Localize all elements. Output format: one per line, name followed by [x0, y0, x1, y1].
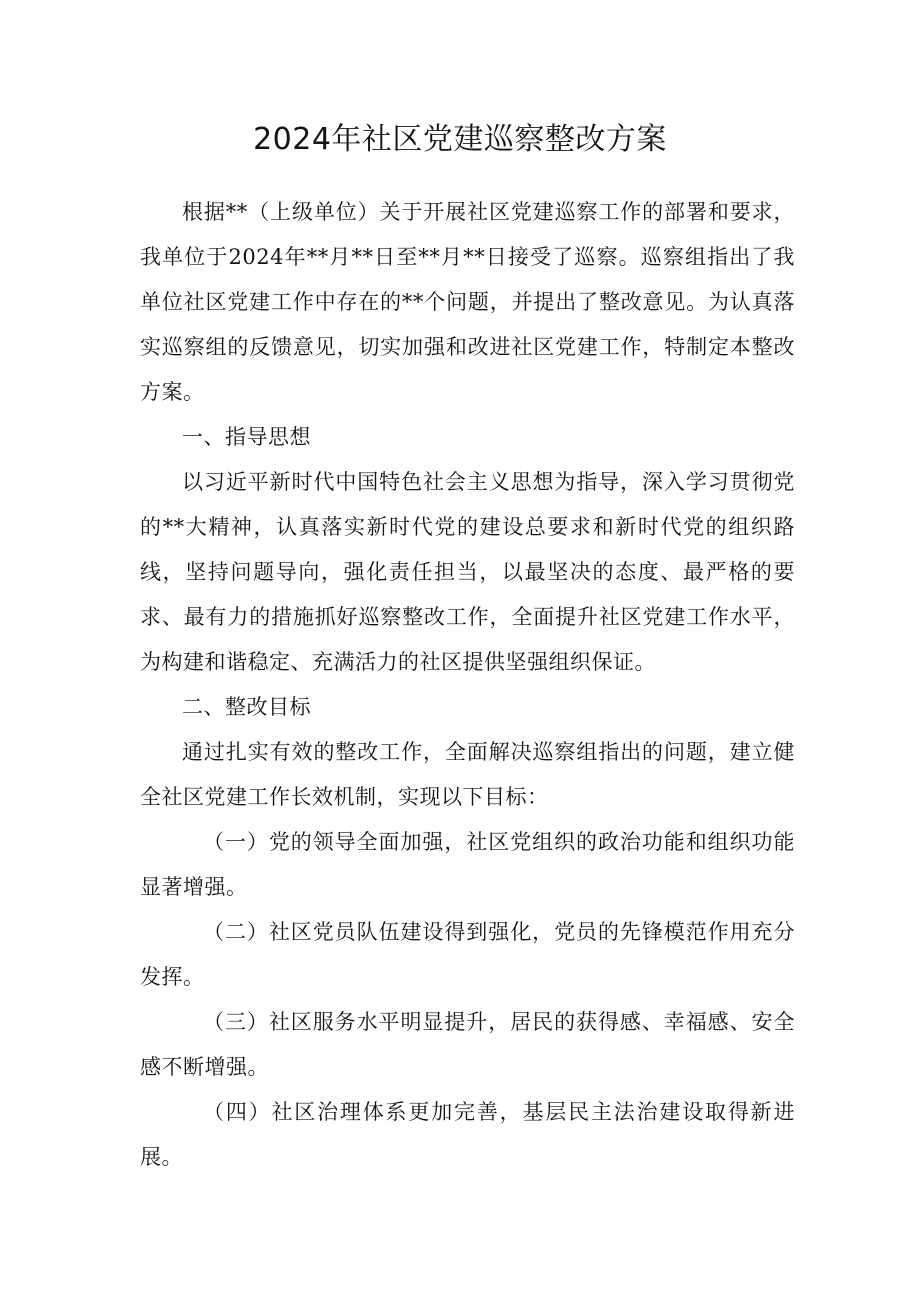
goal-item: （一）党的领导全面加强，社区党组织的政治功能和组织功能显著增强。 [140, 830, 795, 899]
section-heading-guiding-ideology: 一、指导思想 [182, 425, 311, 449]
intro-paragraph: 根据**（上级单位）关于开展社区党建巡察工作的部署和要求，我单位于2024年**月**日至**月**日接受了巡察。巡察组指出了我单位社区党建工作中存在的**个问题，并提出了整改意见。为认真落实巡察组的反馈意见，切实加强和改进社区党建工作，特制定本整改方案。 [140, 200, 795, 404]
goal-item: （三）社区服务水平明显提升，居民的获得感、幸福感、安全感不断增强。 [140, 1010, 795, 1079]
document-title: 2024年社区党建巡察整改方案 [253, 122, 667, 157]
rectification-goals-paragraph: 通过扎实有效的整改工作，全面解决巡察组指出的问题，建立健全社区党建工作长效机制，实现以下目标： [140, 740, 795, 809]
section-heading-rectification-goals: 二、整改目标 [182, 695, 311, 719]
document-body [140, 190, 795, 1180]
goal-item: （二）社区党员队伍建设得到强化，党员的先锋模范作用充分发挥。 [140, 920, 795, 989]
goal-item: （四）社区治理体系更加完善，基层民主法治建设取得新进展。 [140, 1100, 795, 1169]
guiding-ideology-paragraph: 以习近平新时代中国特色社会主义思想为指导，深入学习贯彻党的**大精神，认真落实新时代党的建设总要求和新时代党的组织路线，坚持问题导向，强化责任担当，以最坚决的态度、最严格的要求、最有力的措施抓好巡察整改工作，全面提升社区党建工作水平，为构建和谐稳定、充满活力的社区提供坚强组织保证。 [140, 470, 795, 674]
